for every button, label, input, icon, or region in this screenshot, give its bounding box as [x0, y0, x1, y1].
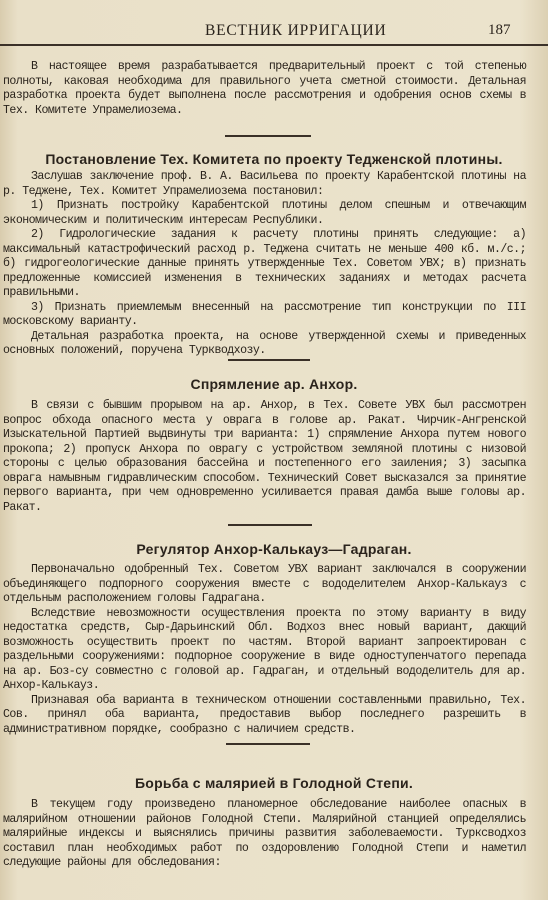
section-title-ankhor: Спрямление ар. Анхор. — [190, 376, 358, 392]
paragraph: Признавая оба варианта в техническом отношении составленными правильно, Тех. Сов. принял оба варианта, предоставив выбор последнего разрешить в административном порядке, сообразно с наличием средств. — [3, 693, 526, 736]
section-divider — [225, 135, 311, 137]
page-number: 187 — [488, 22, 511, 38]
section-divider — [228, 359, 310, 361]
paragraph: 3) Признать приемлемым внесенный на рассмотрение тип конструкции по III московскому варианту. — [3, 300, 526, 328]
intro-text — [3, 60, 526, 118]
section-body-regulator — [3, 563, 526, 737]
section-divider — [226, 743, 310, 745]
paragraph: В текущем году произведено планомерное обследование наиболее опасных в малярийном отношении районов Голодной Степи. Малярийной станцией определялись малярийные индексы и выяснялись причины развития заболеваемости. Турксводхоз составил план необходимых работ по оздоровлению Голодной Степи и наметил следующие районы для обследования: — [3, 798, 526, 869]
journal-title: ВЕСТНИК ИРРИГАЦИИ — [205, 22, 387, 39]
section-title-malaria: Борьба с малярией в Голодной Степи. — [134, 775, 414, 791]
paragraph: Первоначально одобренный Тех. Советом УВХ вариант заключался в сооружении объединяющего подпорного сооружения вместе с вододелителем Анхор-Калькауз с отдельным расположением головы Гадрагана. — [3, 563, 526, 605]
section-body-tedzhen — [3, 170, 526, 359]
header-rule — [0, 44, 548, 46]
section-title-teджен: Постановление Тех. Комитета по проекту Тедженской плотины. — [45, 151, 503, 167]
running-header — [0, 20, 548, 44]
paragraph: 2) Гидрологические задания к расчету плотины принять следующие: а) максимальный катастрофический расход р. Теджена считать не меньше 400 кб. м./с.; б) гидрогеологические данные принять утвержденные Тех. Советом УВХ; в) признать предложенные комиссией изменения в технических заданиях и методах расчета правильными. — [3, 228, 526, 299]
section-divider — [228, 524, 312, 526]
section-body-malaria — [3, 798, 526, 871]
paragraph: Детальная разработка проекта, на основе утвержденной схемы и приведенных основных положений, поручена Турквoдхозу. — [3, 329, 526, 357]
section-title-regulator: Регулятор Анхор-Калькауз—Гадраган. — [136, 541, 412, 557]
paragraph: Вследствие невозможности осуществления проекта по этому варианту в виду недостатка средств, Сыр-Дарьинский Обл. Водхоз внес новый вариант, дающий возможность осуществить проект по частям. Второй вариант запроектирован с раздельными сооружениями: подпорное сооружение в виде одноступенчатого перепада на ар. Боз-су совместно с головой ар. Гадраган, и отдельный вододелитель для ар. Анхор-Калькауз. — [3, 606, 526, 692]
section-body-ankhor — [3, 399, 526, 515]
paragraph: Заслушав заключение проф. В. А. Васильева по проекту Карабентской плотины на р. Теджене, Тех. Комитет Упрамелиозема постановил: — [3, 170, 526, 198]
paragraph: В связи с бывшим прорывом на ар. Анхор, в Тех. Совете УВХ был рассмотрен вопрос обхода опасного места у оврага в голове ар. Ракат. Чирчик-Ангренской Изыскательной Партией выдвинуты три варианта: 1) спрямление Анхора путем нового прокопа; 2) пропуск Анхора по оврагу с устройством земляной плотины с низовой стороны с целью образования бассейна и постепенного его заиления; 3) засыпка оврага намывным гидравлическим способом. Технический Совет высказался за принятие первого варианта, при чем одновременно усиливается правая дамба выше головы ар. Ракат. — [3, 399, 526, 514]
intro-paragraph: В настоящее время разрабатывается предварительный проект с той степенью полноты, каковая необходима для правильного учета сметной стоимости. Детальная разработка проекта будет выполнена после рассмотрения и одобрения основ схемы в Тех. Комитете Упрамелиозема. — [3, 60, 526, 117]
paragraph: 1) Признать постройку Карабентской плотины делом спешным и отвечающим экономическим и политическим интересам Республики. — [3, 199, 526, 227]
